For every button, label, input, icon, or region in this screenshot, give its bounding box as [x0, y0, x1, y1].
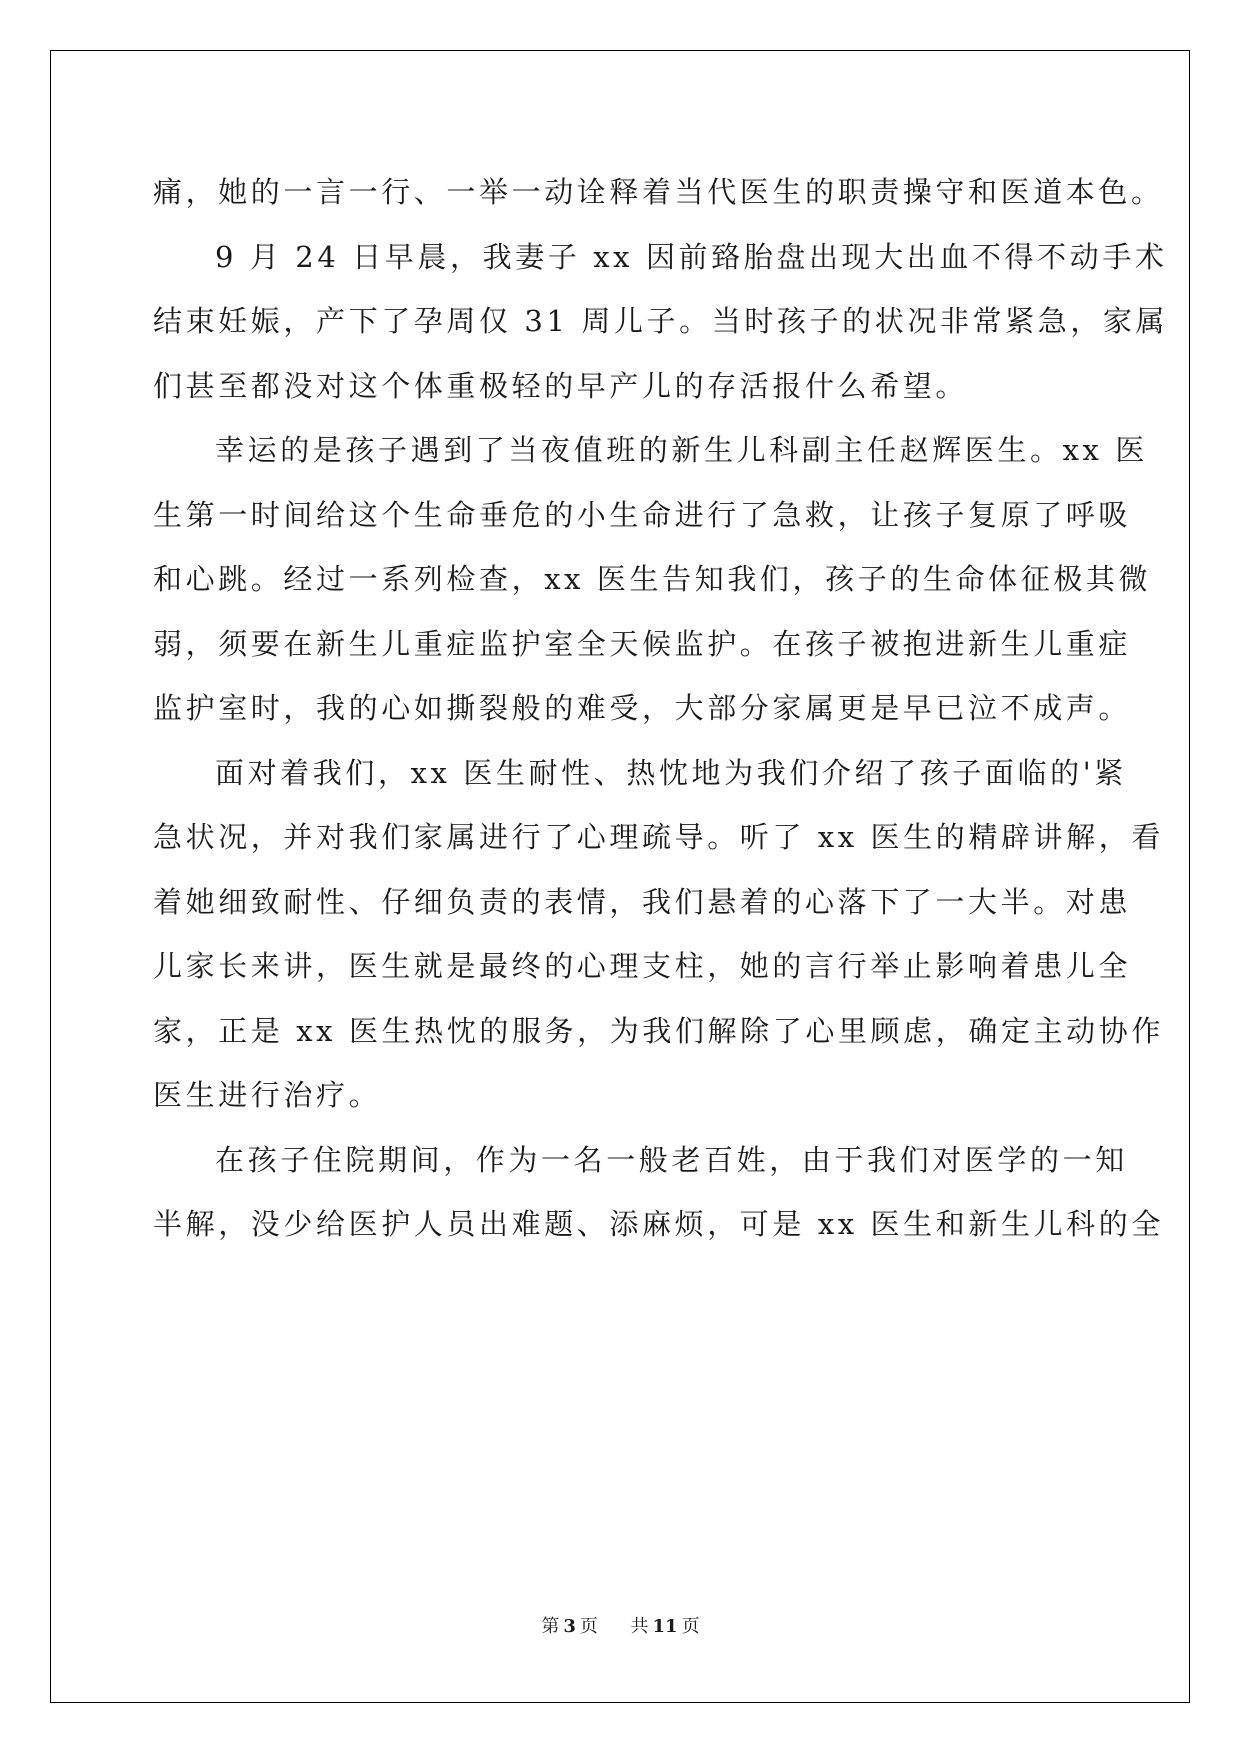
- page-number-current: 3: [563, 1616, 576, 1637]
- text-line: 着她细致耐性、仔细负责的表情，我们悬着的心落下了一大半。对患: [153, 884, 1132, 919]
- text-line: 生第一时间给这个生命垂危的小生命进行了急救，让孩子复原了呼吸: [153, 497, 1132, 532]
- page-total-prefix: 共: [630, 1616, 649, 1637]
- page-number-suffix: 页: [579, 1616, 598, 1637]
- text-line: 和心跳。经过一系列检查，xx 医生告知我们，孩子的生命体征极其微: [153, 562, 1152, 596]
- text-line: 急状况，并对我们家属进行了心理疏导。听了 xx 医生的精辟讲解，看: [153, 820, 1164, 854]
- text-line: 痛，她的一言一行、一举一动诠释着当代医生的职责操守和医道本色。: [153, 175, 1164, 209]
- document-body: [153, 160, 1169, 1257]
- text-line: 儿家长来讲，医生就是最终的心理支柱，她的言行举止影响着患儿全: [153, 949, 1132, 983]
- page-number-total: 11: [652, 1616, 678, 1637]
- text-line: 在孩子住院期间，作为一名一般老百姓，由于我们对医学的一知: [215, 1142, 1128, 1177]
- text-line: 们甚至都没对这个体重极轻的早产儿的存活报什么希望。: [153, 368, 969, 403]
- text-line: 监护室时，我的心如撕裂般的难受，大部分家属更是早已泣不成声。: [153, 691, 1132, 725]
- text-line: 医生进行治疗。: [153, 1078, 382, 1112]
- text-line: 半解，没少给医护人员出难题、添麻烦，可是 xx 医生和新生儿科的全: [153, 1207, 1164, 1241]
- page-footer: [0, 1612, 1241, 1638]
- text-line: 面对着我们，xx 医生耐性、热忱地为我们介绍了孩子面临的'紧: [215, 755, 1127, 790]
- text-line: 结束妊娠，产下了孕周仅 31 周儿子。当时孩子的状况非常紧急，家属: [153, 304, 1169, 338]
- page-number-prefix: 第: [541, 1616, 560, 1637]
- text-line: 9 月 24 日早晨，我妻子 xx 因前臵胎盘出现大出血不得不动手术: [215, 239, 1168, 274]
- text-line: 幸运的是孩子遇到了当夜值班的新生儿科副主任赵辉医生。xx 医: [215, 433, 1148, 467]
- text-line: 弱，须要在新生儿重症监护室全天候监护。在孩子被抱进新生儿重症: [153, 626, 1132, 661]
- page-total-suffix: 页: [681, 1616, 700, 1637]
- text-line: 家，正是 xx 医生热忱的服务，为我们解除了心里顾虑，确定主动协作: [153, 1013, 1164, 1048]
